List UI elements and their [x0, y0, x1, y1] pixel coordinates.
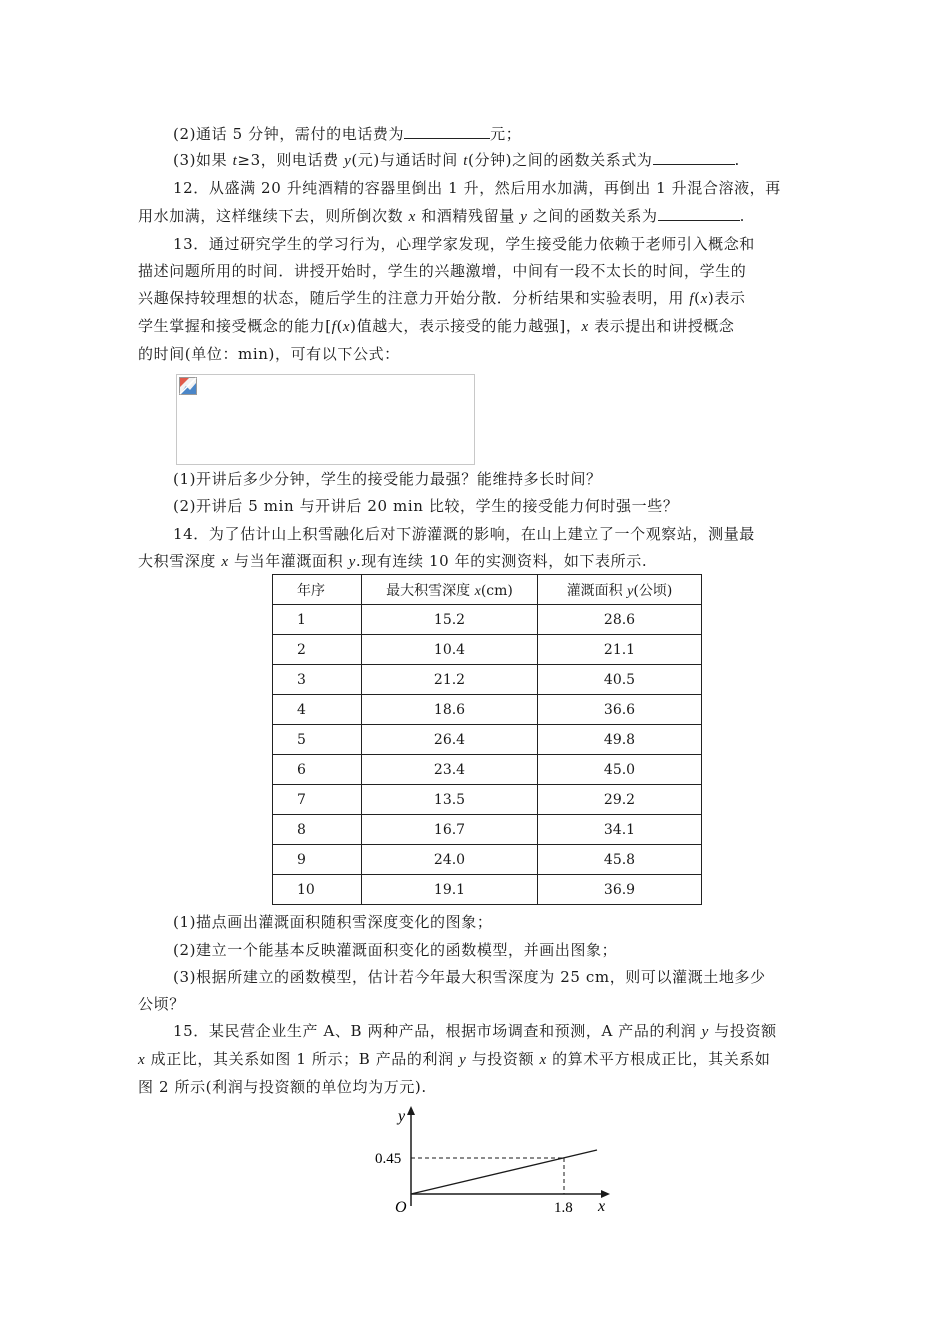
q13-line2: 描述问题所用的时间．讲授开始时，学生的兴趣激增，中间有一段不太长的时间，学生的 [138, 262, 747, 280]
q15-line2: x 成正比，其关系如图 1 所示；B 产品的利润 y 与投资额 x 的算术平方根成正比，其关系如 [138, 1050, 771, 1068]
q11-part3: (3)如果 t≥3，则电话费 y(元)与通话时间 t(分钟)之间的函数关系式为 . [173, 151, 740, 169]
q14-line1: 14．为了估计山上积雪融化后对下游灌溉的影响，在山上建立了一个观察站，测量最 [173, 525, 755, 543]
q14-sub3: (3)根据所建立的函数模型，估计若今年最大积雪深度为 25 cm，则可以灌溉土地多少 [173, 968, 766, 986]
x-axis-arrow [601, 1190, 610, 1198]
table-row [273, 785, 702, 815]
cell-snow-depth: 19.1 [362, 875, 538, 905]
cell-snow-depth: 21.2 [362, 665, 538, 695]
cell-year: 4 [273, 695, 362, 725]
cell-irrigation-area: 36.6 [538, 695, 702, 725]
cell-year: 10 [273, 875, 362, 905]
x-tick-label: 1.8 [554, 1200, 573, 1216]
q13-line3: 兴趣保持较理想的状态，随后学生的注意力开始分散．分析结果和实验表明，用 f(x)表示 [138, 289, 746, 307]
q12-line1: 12．从盛满 20 升纯酒精的容器里倒出 1 升，然后用水加满，再倒出 1 升混合溶液，再 [173, 179, 781, 197]
cell-year: 3 [273, 665, 362, 695]
header-irrigation-area: 灌溉面积 y(公顷) [538, 575, 702, 605]
q13-line4: 学生掌握和接受概念的能力[f(x)值越大，表示接受的能力越强]，x 表示提出和讲授概念 [138, 317, 735, 335]
table-row [273, 875, 702, 905]
cell-snow-depth: 23.4 [362, 755, 538, 785]
cell-irrigation-area: 21.1 [538, 635, 702, 665]
broken-image-icon [179, 377, 197, 395]
table-row [273, 635, 702, 665]
answer-blank [404, 124, 490, 139]
q14-sub3-cont: 公顷？ [138, 995, 185, 1013]
y-axis-arrow [407, 1106, 415, 1115]
table-row [273, 755, 702, 785]
cell-irrigation-area: 45.8 [538, 845, 702, 875]
table-row [273, 605, 702, 635]
cell-irrigation-area: 34.1 [538, 815, 702, 845]
q13-sub2: (2)开讲后 5 min 与开讲后 20 min 比较，学生的接受能力何时强一些？ [173, 497, 679, 515]
q14-line2: 大积雪深度 x 与当年灌溉面积 y.现有连续 10 年的实测资料，如下表所示. [138, 552, 648, 570]
q13-line5: 的时间(单位：min)，可有以下公式： [138, 345, 400, 363]
x-axis-label: x [598, 1198, 606, 1215]
cell-year: 8 [273, 815, 362, 845]
header-snow-depth: 最大积雪深度 x(cm) [362, 575, 538, 605]
cell-irrigation-area: 29.2 [538, 785, 702, 815]
q14-sub1: (1)描点画出灌溉面积随积雪深度变化的图象； [173, 913, 493, 931]
formula-image-placeholder [176, 374, 475, 465]
cell-year: 9 [273, 845, 362, 875]
cell-snow-depth: 15.2 [362, 605, 538, 635]
answer-blank [658, 206, 740, 221]
cell-irrigation-area: 49.8 [538, 725, 702, 755]
cell-year: 7 [273, 785, 362, 815]
origin-label: O [395, 1199, 407, 1216]
header-year: 年序 [273, 575, 362, 605]
cell-snow-depth: 18.6 [362, 695, 538, 725]
profit-line [411, 1150, 597, 1194]
cell-irrigation-area: 45.0 [538, 755, 702, 785]
answer-blank [653, 150, 735, 165]
q14-sub2: (2)建立一个能基本反映灌溉面积变化的函数模型，并画出图象； [173, 941, 618, 959]
table-row [273, 845, 702, 875]
y-tick-label: 0.45 [375, 1151, 402, 1167]
table-row [273, 695, 702, 725]
q15-line3: 图 2 所示(利润与投资额的单位均为万元). [138, 1078, 427, 1096]
cell-year: 5 [273, 725, 362, 755]
table-row [273, 815, 702, 845]
q15-line1: 15．某民营企业生产 A、B 两种产品，根据市场调查和预测，A 产品的利润 y 与投资额 [173, 1022, 777, 1040]
cell-snow-depth: 13.5 [362, 785, 538, 815]
cell-year: 1 [273, 605, 362, 635]
q13-sub1: (1)开讲后多少分钟，学生的接受能力最强？能维持多长时间？ [173, 470, 602, 488]
cell-irrigation-area: 40.5 [538, 665, 702, 695]
q12-line2: 用水加满，这样继续下去，则所倒次数 x 和酒精残留量 y 之间的函数关系为 . [138, 207, 745, 225]
cell-year: 6 [273, 755, 362, 785]
cell-irrigation-area: 36.9 [538, 875, 702, 905]
q11-part2: (2)通话 5 分钟，需付的电话费为 元； [173, 125, 522, 143]
cell-snow-depth: 10.4 [362, 635, 538, 665]
cell-snow-depth: 26.4 [362, 725, 538, 755]
y-axis-label: y [398, 1108, 406, 1125]
cell-snow-depth: 24.0 [362, 845, 538, 875]
cell-year: 2 [273, 635, 362, 665]
profit-graph-figure1 [365, 1100, 625, 1225]
snow-irrigation-table [272, 574, 702, 905]
q13-line1: 13．通过研究学生的学习行为，心理学家发现，学生接受能力依赖于老师引入概念和 [173, 235, 755, 253]
table-header-row [273, 575, 702, 605]
cell-snow-depth: 16.7 [362, 815, 538, 845]
table-row [273, 725, 702, 755]
cell-irrigation-area: 28.6 [538, 605, 702, 635]
table-row [273, 665, 702, 695]
